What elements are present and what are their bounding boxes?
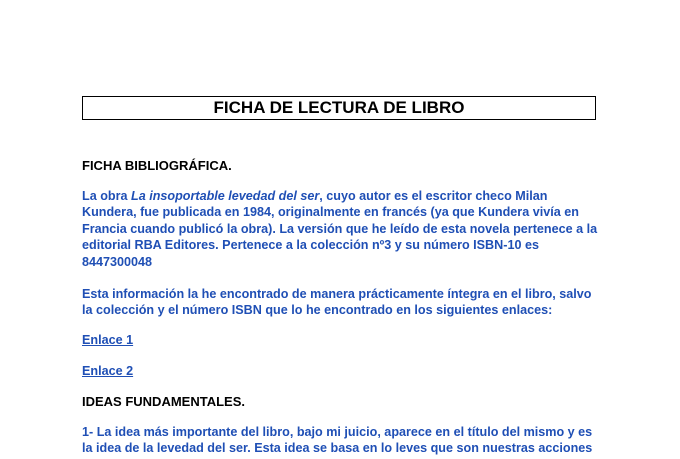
paragraph-idea-1: 1- La idea más importante del libro, bajo mi juicio, aparece en el título del mismo y es la idea de la levedad del ser. Esta idea se basa en lo leves que son nuestras acciones <box>82 425 593 456</box>
book-title-italic: La insoportable levedad del ser <box>131 189 320 203</box>
paragraph-rest: , cuyo autor es el escritor checo Milan Kundera, fue publicada en 1984, originalmente en francés (ya que Kundera vivía en Francia cuando publicó la obra). La versión que he leído de esta novela pertenece a la editorial RBA Editores. Pertenece a la colección nº3 y su número ISBN-10 es 8447300048 <box>82 189 598 269</box>
section-heading-ideas: IDEAS FUNDAMENTALES. <box>82 394 245 409</box>
link-enlace-2[interactable]: Enlace 2 <box>82 364 134 378</box>
link-enlace-1[interactable]: Enlace 1 <box>82 333 134 347</box>
paragraph-bibliographic-info <box>82 188 600 270</box>
section-heading-bibliografica: FICHA BIBLIOGRÁFICA. <box>82 158 232 173</box>
document-title <box>82 96 596 120</box>
paragraph-sources-info: Esta información la he encontrado de manera prácticamente íntegra en el libro, salvo la colección y el número ISBN que lo he encontrado en los siguientes enlaces: <box>82 287 592 318</box>
paragraph-prefix: La obra <box>82 189 131 203</box>
document-title-text: FICHA DE LECTURA DE LIBRO <box>213 98 465 117</box>
